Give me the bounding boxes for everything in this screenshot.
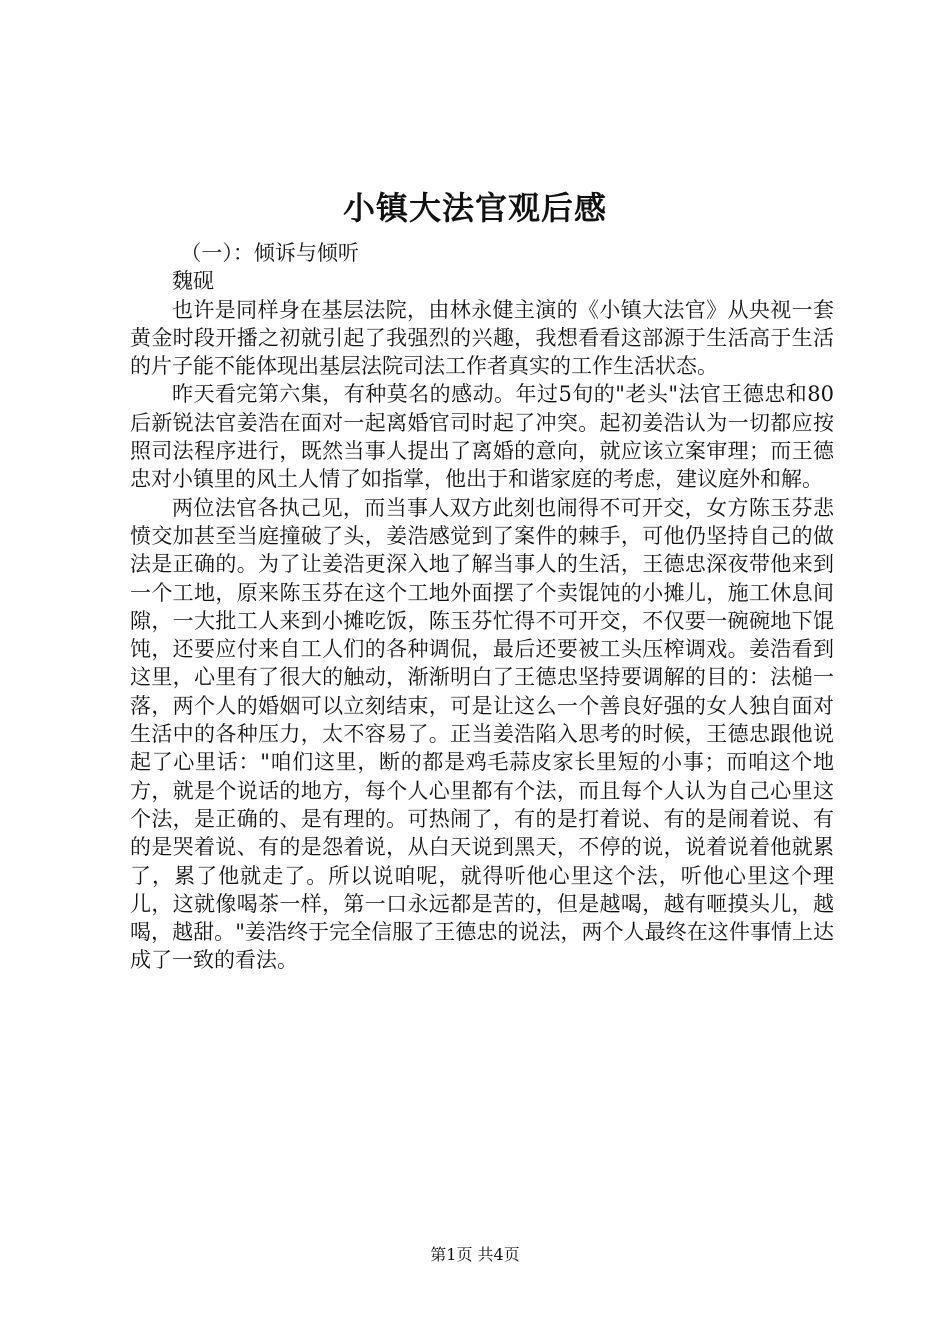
paragraph-1: 也许是同样身在基层法院，由林永健主演的《小镇大法官》从央视一套黄金时段开播之初就引起了我强烈的兴趣，我想看看这部源于生活高于生活的片子能不能体现出基层法院司法工作者真实的工作生活状态。 [130,297,834,379]
paragraph-3: 两位法官各执己见，而当事人双方此刻也闹得不可开交，女方陈玉芬悲愤交加甚至当庭撞破了头，姜浩感觉到了案件的棘手，可他仍坚持自己的做法是正确的。为了让姜浩更深入地了解当事人的生活，王德忠深夜带他来到一个工地，原来陈玉芬在这个工地外面摆了个卖馄饨的小摊儿，施工休息间隙，一大批工人来到小摊吃饭，陈玉芬忙得不可开交，不仅要一碗碗地下馄饨，还要应付来自工人们的各种调侃，最后还要被工头压榨调戏。姜浩看到这里，心里有了很大的触动，渐渐明白了王德忠坚持要调解的目的：法槌一落，两个人的婚姻可以立刻结束，可是让这么一个善良好强的女人独自面对生活中的各种压力，太不容易了。正当姜浩陷入思考的时候，王德忠跟他说起了心里话："咱们这里，断的都是鸡毛蒜皮家长里短的小事；而咱这个地方，就是个说话的地方，每个人心里都有个法，而且每个人认为自己心里这个法，是正确的、是有理的。可热闹了，有的是打着说、有的是闹着说、有的是哭着说、有的是怨着说，从白天说到黑天，不停的说，说着说着他就累了，累了他就走了。所以说咱呢，就得听他心里这个法，听他心里这个理儿，这就像喝茶一样，第一口永远都是苦的，但是越喝，越有咂摸头儿，越喝，越甜。"姜浩终于完全信服了王德忠的说法，两个人最终在这件事情上达成了一致的看法。 [130,495,834,973]
page-footer: 第1页 共4页 [430,1245,520,1264]
author-name: 魏砚 [172,269,214,294]
document-body [130,239,834,975]
document-title: 小镇大法官观后感 [342,189,607,227]
section-heading: （一）：倾诉与倾听 [180,241,359,265]
paragraph-2: 昨天看完第六集，有种莫名的感动。年过5旬的"老头"法官王德忠和80后新锐法官姜浩在面对一起离婚官司时起了冲突。起初姜浩认为一切都应按照司法程序进行，既然当事人提出了离婚的意向，就应该立案审理；而王德忠对小镇里的风土人情了如指掌，他出于和谐家庭的考虑，建议庭外和解。 [130,382,834,492]
